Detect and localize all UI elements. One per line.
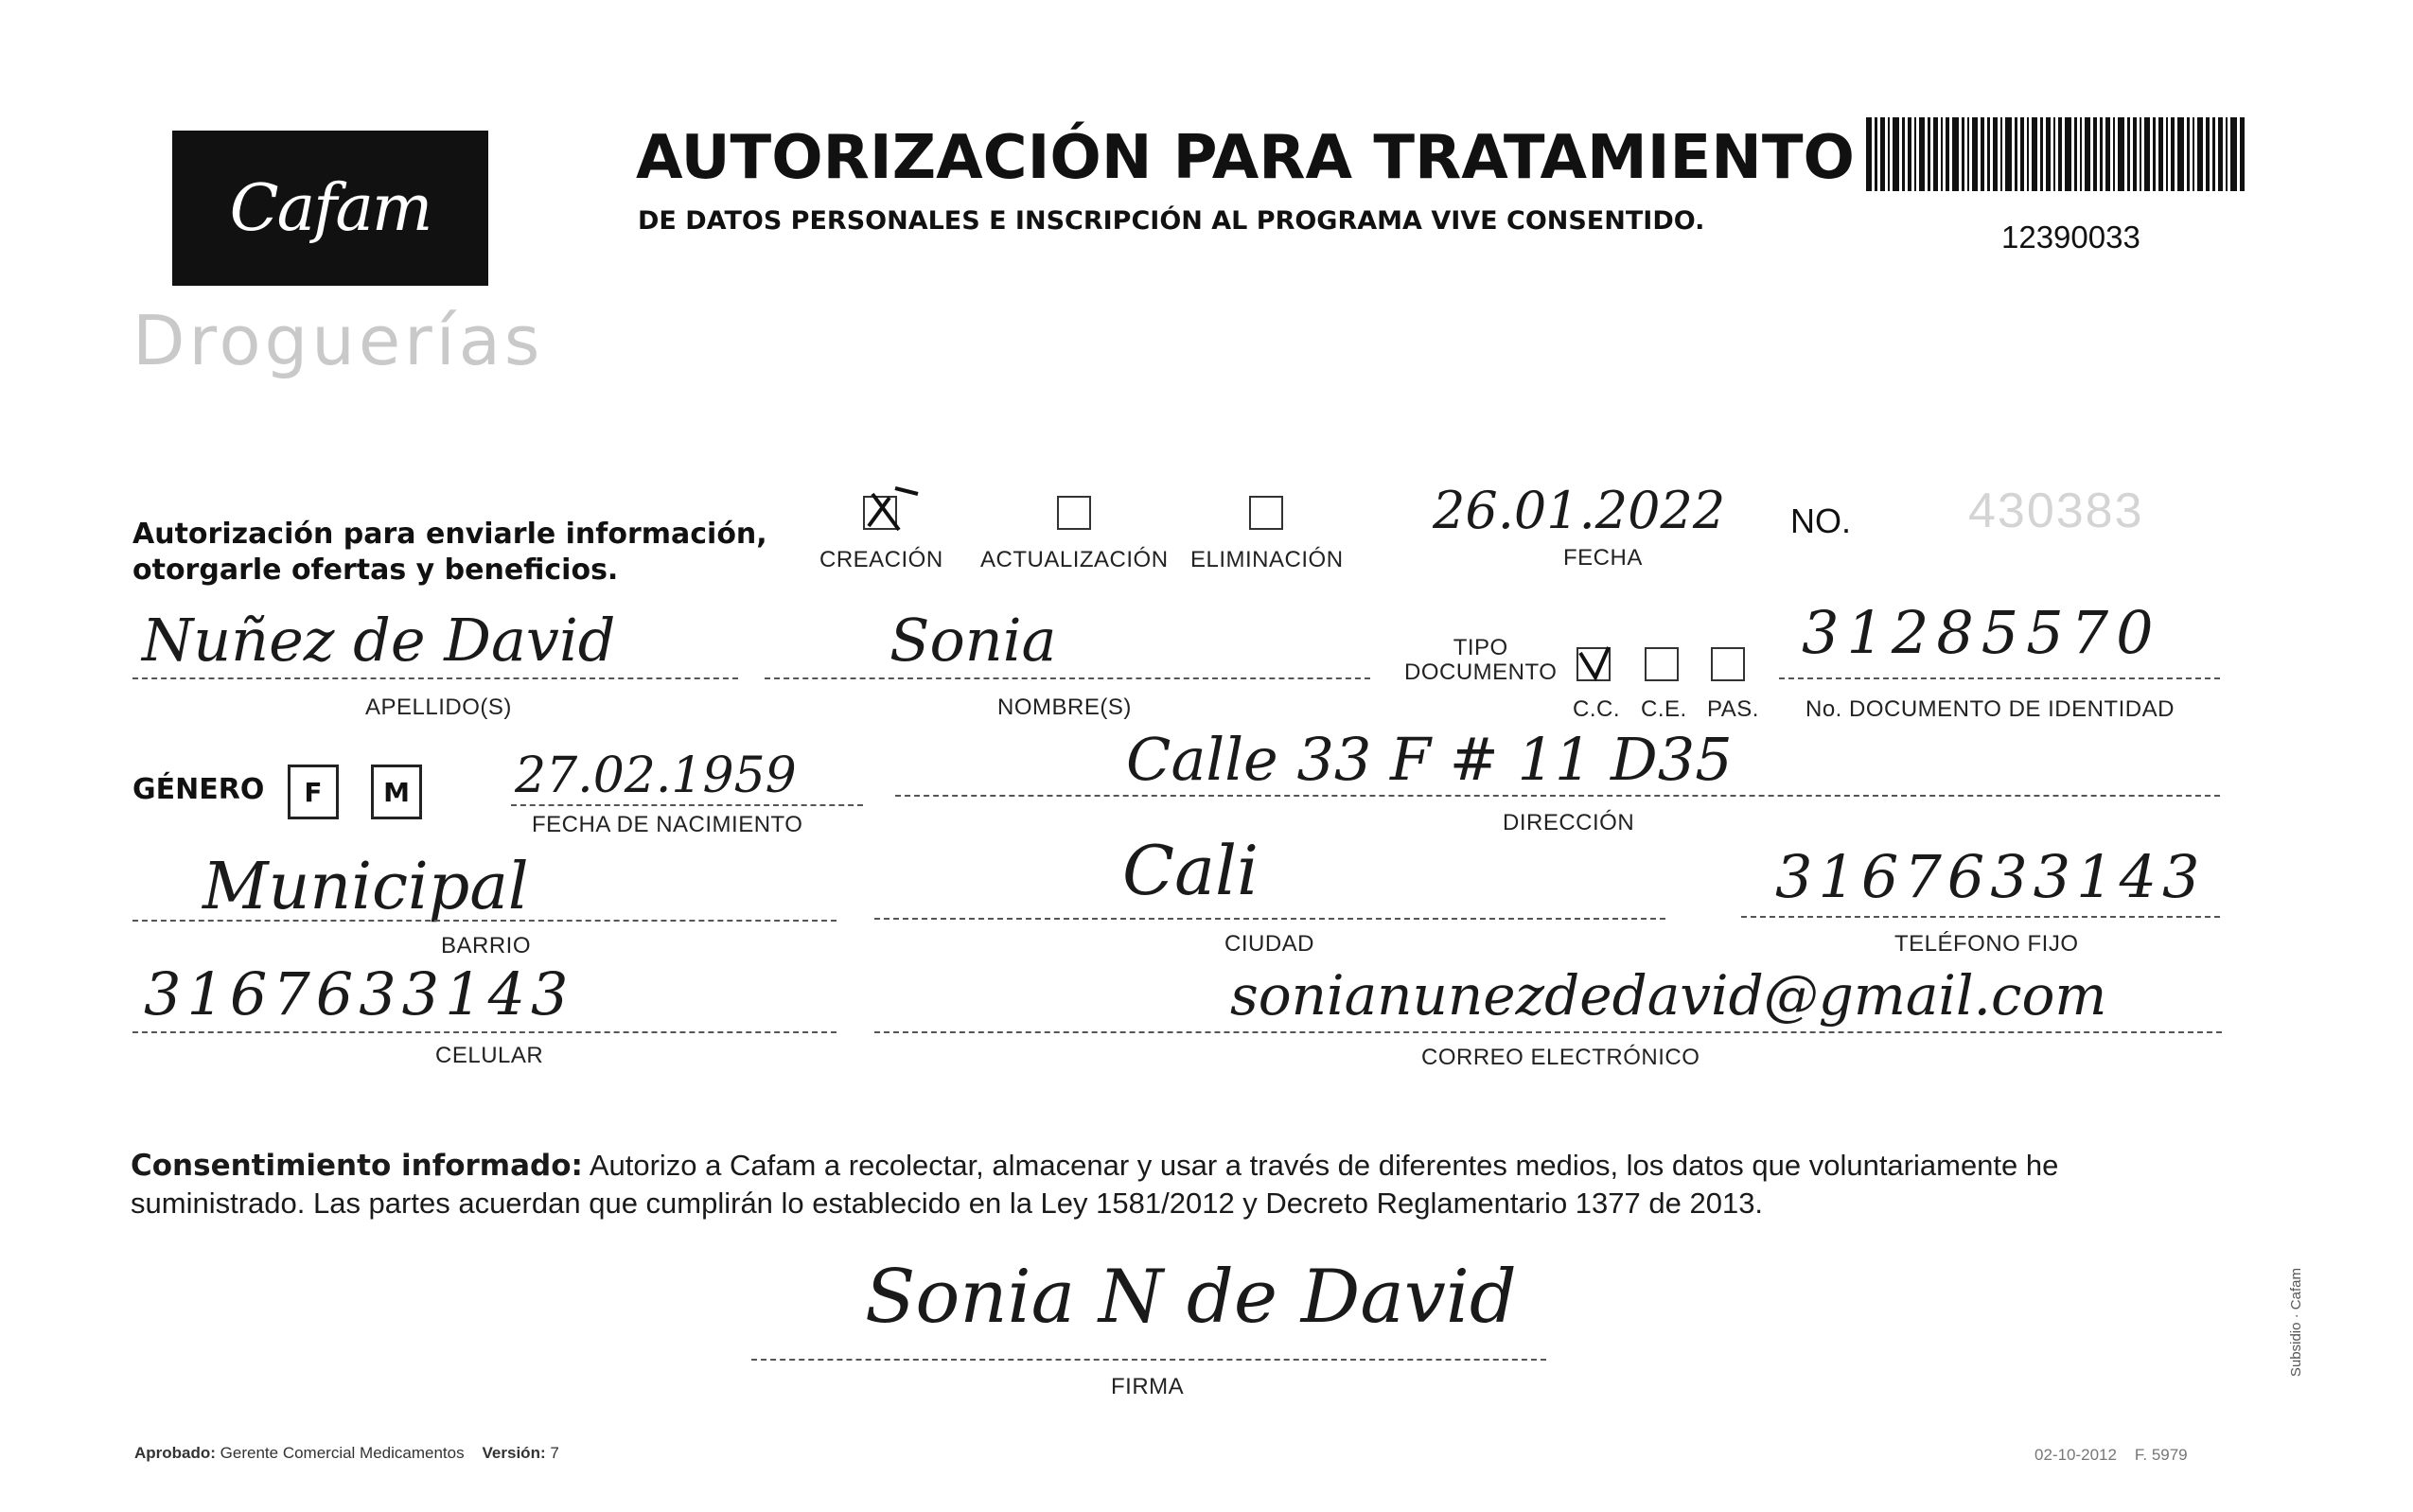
ciudad-value[interactable]: Cali: [1122, 831, 1259, 910]
label-cc: C.C.: [1573, 696, 1620, 722]
authorization-line-1: Autorización para enviarle información,: [132, 518, 767, 551]
form-number: 430383: [1968, 483, 2144, 538]
correo-label: CORREO ELECTRÓNICO: [1421, 1045, 1700, 1070]
signature-line: [751, 1359, 1546, 1361]
documento-label: No. DOCUMENTO DE IDENTIDAD: [1805, 696, 2175, 722]
vertical-footer-text: Subsidio · Cafam: [2288, 1268, 2304, 1378]
barrio-line: [132, 920, 837, 922]
fecha-value[interactable]: 26.01.2022: [1433, 481, 1726, 540]
label-ce: C.E.: [1641, 696, 1687, 722]
apellidos-label: APELLIDO(S): [365, 694, 512, 720]
signature-image: Sonia N de David: [865, 1255, 1517, 1340]
genero-m-label: M: [383, 776, 410, 808]
checkbox-pas[interactable]: [1711, 647, 1745, 681]
nombres-label: NOMBRE(S): [997, 694, 1132, 720]
tipo-documento-label: TIPO DOCUMENTO: [1404, 635, 1558, 685]
checkbox-creacion[interactable]: [863, 496, 897, 530]
fecha-nacimiento-value[interactable]: 27.02.1959: [515, 747, 797, 804]
barcode-number: 12390033: [2001, 220, 2140, 255]
documento-value[interactable]: 31285570: [1802, 598, 2161, 667]
ciudad-line: [874, 918, 1665, 920]
aprobado-label: Aprobado:: [134, 1444, 216, 1462]
label-creacion: CREACIÓN: [819, 547, 943, 572]
check-mark-icon: [1576, 645, 1614, 683]
form-code: F. 5979: [2134, 1446, 2188, 1464]
fecha-nacimiento-line: [511, 804, 863, 806]
label-pas: PAS.: [1707, 696, 1759, 722]
celular-label: CELULAR: [435, 1043, 544, 1068]
ciudad-label: CIUDAD: [1224, 931, 1315, 957]
consent-heading: Consentimiento informado:: [131, 1149, 583, 1183]
authorization-text: [132, 517, 767, 589]
checkbox-ce[interactable]: [1645, 647, 1679, 681]
genero-m-box[interactable]: [371, 765, 422, 819]
correo-value[interactable]: sonianunezdedavid@gmail.com: [1230, 963, 2107, 1028]
telefono-value[interactable]: 3167633143: [1775, 842, 2206, 911]
telefono-label: TELÉFONO FIJO: [1894, 931, 2079, 957]
documento-line: [1779, 677, 2220, 679]
barrio-value[interactable]: Municipal: [203, 850, 529, 924]
direccion-value[interactable]: Calle 33 F # 11 D35: [1126, 725, 1733, 794]
apellidos-line: [132, 677, 738, 679]
version-label: Versión:: [482, 1444, 546, 1462]
celular-line: [132, 1031, 837, 1033]
number-label: NO.: [1790, 501, 1852, 540]
barrio-label: BARRIO: [441, 933, 532, 958]
form-subtitle: DE DATOS PERSONALES E INSCRIPCIÓN AL PROGRAMA VIVE CONSENTIDO.: [638, 206, 1705, 236]
apellidos-value[interactable]: Nuñez de David: [142, 606, 616, 675]
logo-text: Cafam: [229, 170, 432, 246]
celular-value[interactable]: 3167633143: [144, 959, 574, 1029]
barcode-image: [1866, 117, 2245, 191]
date-code: 02-10-2012: [2034, 1446, 2117, 1464]
telefono-line: [1741, 916, 2220, 918]
correo-line: [874, 1031, 2222, 1033]
genero-label: GÉNERO: [132, 773, 265, 806]
form-title: AUTORIZACIÓN PARA TRATAMIENTO: [636, 123, 1855, 193]
label-eliminacion: ELIMINACIÓN: [1190, 547, 1344, 572]
direccion-line: [895, 795, 2220, 797]
consent-text: Autorizo a Cafam a recolectar, almacenar y usar a través de diferentes medios, los datos que voluntariamente he suministrado. Las partes acuerdan que cumplirán lo establecido en la Ley 1581/2012 y Decreto Reglamentario 1377 de 2013.: [131, 1149, 2059, 1220]
check-mark-icon: [861, 481, 927, 547]
checkbox-cc[interactable]: [1576, 647, 1611, 681]
fecha-nacimiento-label: FECHA DE NACIMIENTO: [532, 812, 803, 837]
direccion-label: DIRECCIÓN: [1503, 810, 1635, 835]
checkbox-actualizacion[interactable]: [1057, 496, 1091, 530]
cafam-logo: [172, 131, 488, 286]
footer-codes: [2034, 1446, 2188, 1465]
authorization-line-2: otorgarle ofertas y beneficios.: [132, 554, 619, 587]
checkbox-eliminacion[interactable]: [1249, 496, 1283, 530]
fecha-label: FECHA: [1563, 545, 1643, 571]
genero-f-label: F: [304, 776, 323, 808]
logo-subtitle: Droguerías: [132, 301, 544, 380]
genero-f-box[interactable]: [288, 765, 339, 819]
footer-aprobado: [134, 1444, 559, 1463]
label-actualizacion: ACTUALIZACIÓN: [980, 547, 1169, 572]
nombres-line: [765, 677, 1370, 679]
nombres-value[interactable]: Sonia: [889, 606, 1057, 675]
aprobado-value: Gerente Comercial Medicamentos: [220, 1444, 465, 1462]
consent-paragraph: [131, 1147, 2212, 1222]
version-value: 7: [550, 1444, 559, 1462]
signature-label: FIRMA: [1111, 1374, 1185, 1399]
